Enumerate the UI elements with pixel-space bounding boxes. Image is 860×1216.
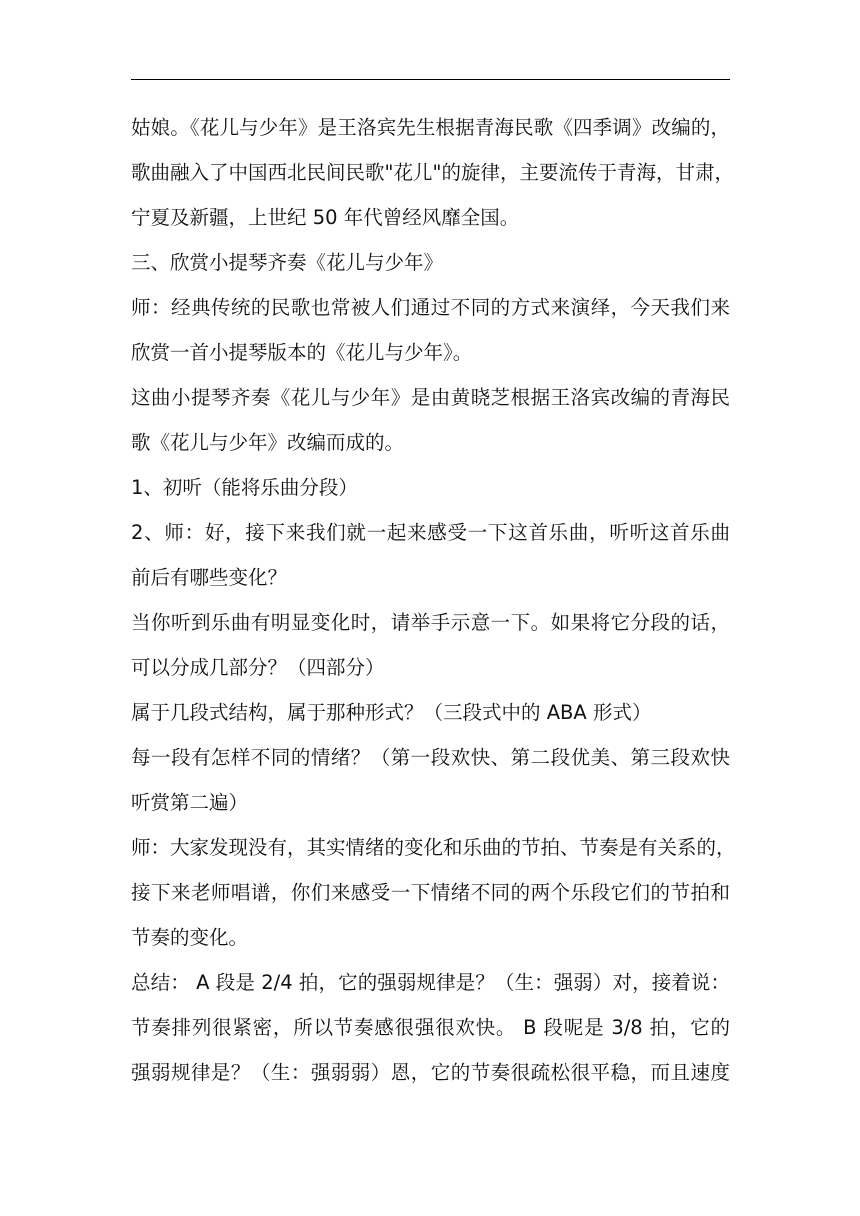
text-line: 强弱规律是？（生：强弱弱）恩，它的节奏很疏松很平稳，而且速度 [131, 1061, 730, 1084]
text-line: 2、师：好，接下来我们就一起来感受一下这首乐曲，听听这首乐曲 [131, 521, 730, 544]
text-line: 可以分成几部分？（四部分） [131, 656, 385, 679]
text-line: 接下来老师唱谱，你们来感受一下情绪不同的两个乐段它们的节拍和 [131, 881, 730, 904]
text-line: 师：经典传统的民歌也常被人们通过不同的方式来演绎，今天我们来 [131, 296, 730, 319]
text-line: 歌曲融入了中国西北民间民歌"花儿"的旋律，主要流传于青海，甘肃， [131, 161, 734, 184]
header-rule [131, 79, 730, 80]
text-line: 节奏的变化。 [131, 926, 249, 949]
text-line: 当你听到乐曲有明显变化时，请举手示意一下。如果将它分段的话， [131, 611, 730, 634]
text-line: 每一段有怎样不同的情绪？（第一段欢快、第二段优美、第三段欢快 [131, 746, 730, 769]
text-line: 这曲小提琴齐奏《花儿与少年》是由黄晓芝根据王洛宾改编的青海民 [131, 386, 730, 409]
text-line: 前后有哪些变化？ [131, 566, 288, 589]
text-line: 欣赏一首小提琴版本的《花儿与少年》。 [131, 341, 473, 364]
text-line: 节奏排列很紧密，所以节奏感很强很欢快。 B 段呢是 3/8 拍，它的 [131, 1016, 730, 1039]
section-heading: 三、欣赏小提琴齐奏《花儿与少年》 [131, 251, 444, 274]
text-line: 属于几段式结构，属于那种形式？（三段式中的 ABA 形式） [131, 701, 652, 724]
text-line: 总结： A 段是 2/4 拍，它的强弱规律是？（生：强弱）对，接着说： [131, 971, 730, 994]
text-line: 1、初听（能将乐曲分段） [131, 476, 358, 499]
text-line: 听赏第二遍） [131, 791, 249, 814]
text-line: 歌《花儿与少年》改编而成的。 [131, 431, 405, 454]
text-line: 姑娘。《花儿与少年》是王洛宾先生根据青海民歌《四季调》改编的， [131, 116, 730, 139]
document-body [131, 105, 736, 1095]
text-line: 宁夏及新疆，上世纪 50 年代曾经风靡全国。 [131, 206, 520, 229]
text-line: 师：大家发现没有，其实情绪的变化和乐曲的节拍、节奏是有关系的， [131, 836, 736, 859]
